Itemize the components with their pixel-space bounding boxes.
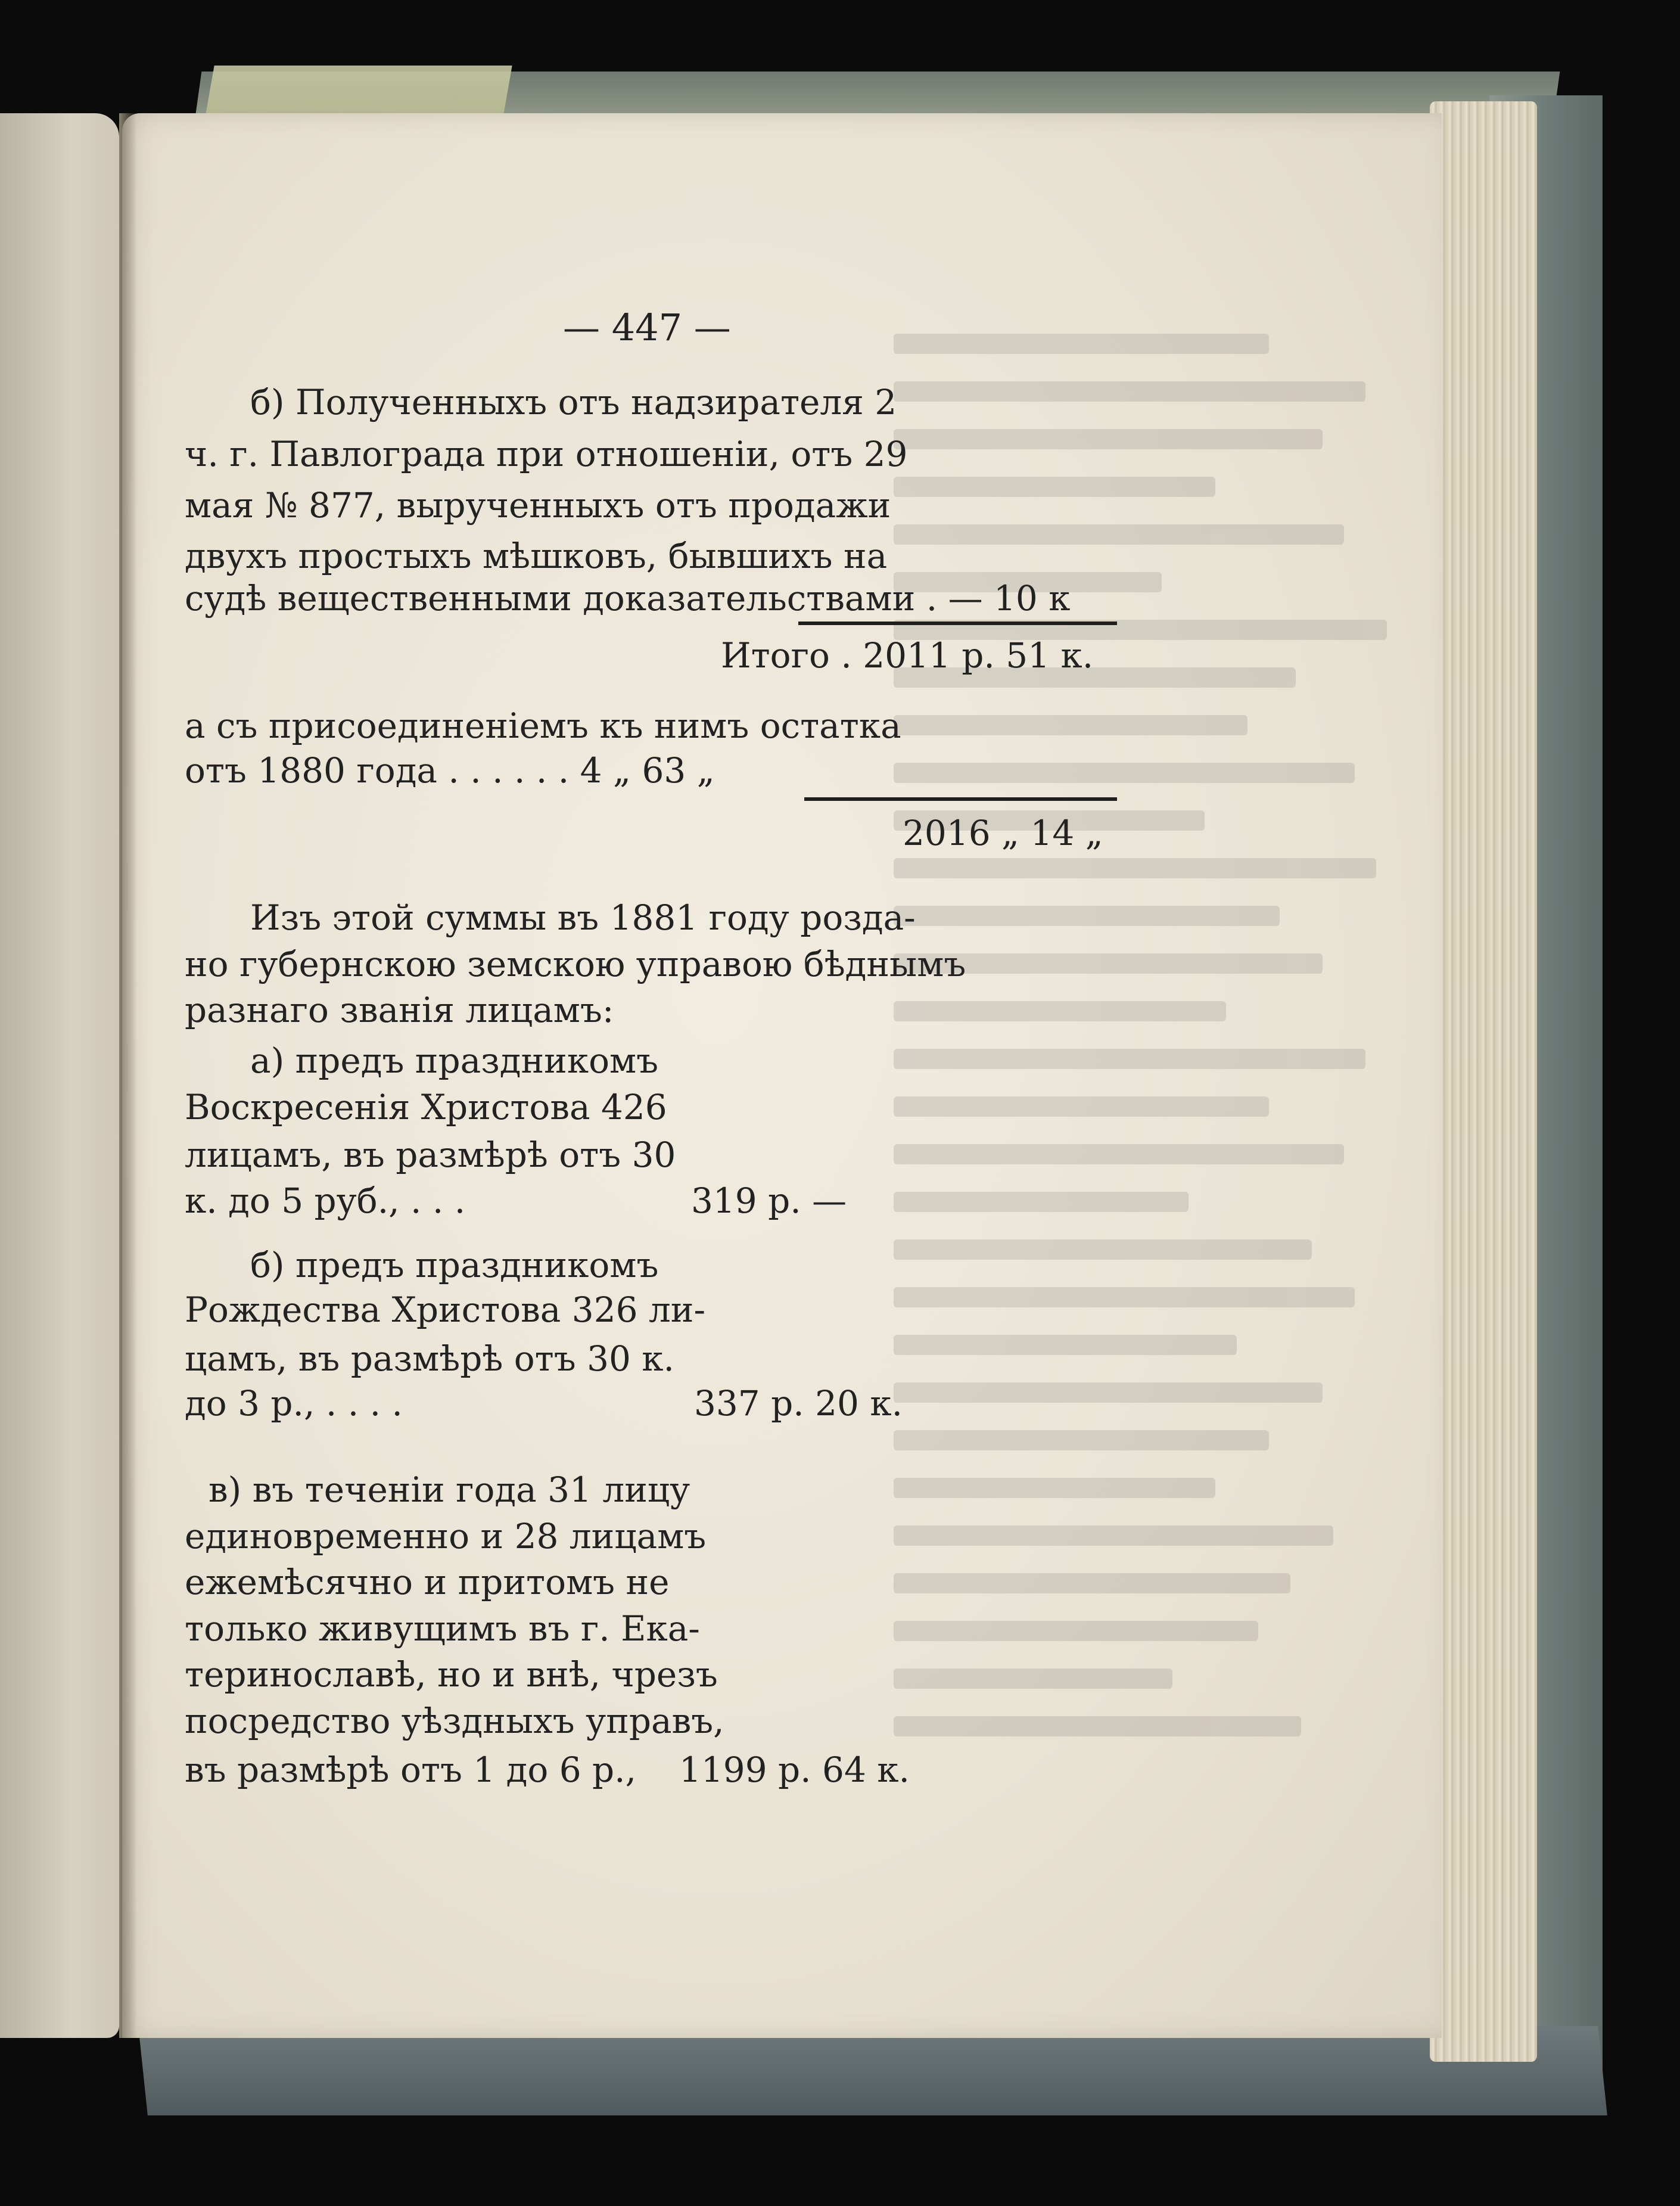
- item-line: посредство уѣздныхъ управъ,: [185, 1701, 724, 1741]
- page-number: — 447 —: [563, 306, 731, 349]
- total-line: 2016 „ 14 „: [903, 813, 1103, 853]
- item-line: в) въ теченіи года 31 лицу: [209, 1469, 690, 1510]
- text-line: но губернскою земскою управою бѣднымъ: [185, 944, 966, 984]
- item-line: только живущимъ въ г. Ека-: [185, 1608, 700, 1649]
- item-line: Рождества Христова 326 ли-: [185, 1290, 706, 1330]
- item-line: а) предъ праздникомъ: [250, 1040, 659, 1081]
- item-line: Воскресенія Христова 426: [185, 1087, 667, 1127]
- item-amount: 1199 р. 64 к.: [679, 1750, 910, 1790]
- itogo-line: Итого . 2011 р. 51 к.: [721, 635, 1094, 676]
- text-line: мая № 877, вырученныхъ отъ продажи: [185, 485, 891, 526]
- item-line: до 3 р., . . . .: [185, 1383, 403, 1424]
- item-line: б) предъ праздникомъ: [250, 1245, 659, 1285]
- left-page-edge: [0, 113, 119, 2038]
- item-line: цамъ, въ размѣрѣ отъ 30 к.: [185, 1338, 674, 1379]
- item-amount: 319 р. —: [691, 1180, 847, 1221]
- item-line: въ размѣрѣ отъ 1 до 6 р.,: [185, 1750, 637, 1790]
- item-line: теринославѣ, но и внѣ, чрезъ: [185, 1654, 718, 1695]
- page-gutter-shadow: [119, 113, 137, 2038]
- item-line: лицамъ, въ размѣрѣ отъ 30: [185, 1135, 676, 1175]
- item-line: к. до 5 руб., . . .: [185, 1180, 466, 1221]
- item-line: единовременно и 28 лицамъ: [185, 1516, 707, 1556]
- text-line: Изъ этой суммы въ 1881 году розда-: [250, 897, 916, 938]
- item-line: ежемѣсячно и притомъ не: [185, 1562, 670, 1602]
- text-line: разнаго званія лицамъ:: [185, 990, 614, 1030]
- text-line: отъ 1880 года . . . . . . 4 „ 63 „: [185, 750, 715, 791]
- book-cover-bottom: [138, 2026, 1607, 2115]
- total-rule: [804, 797, 1117, 801]
- text-line: судѣ вещественными доказательствами . — 10 к: [185, 578, 1071, 619]
- item-amount: 337 р. 20 к.: [694, 1383, 903, 1424]
- text-line: б) Полученныхъ отъ надзирателя 2: [250, 382, 897, 422]
- text-line: а съ присоединеніемъ къ нимъ остатка: [185, 706, 901, 746]
- page-edges: [1430, 101, 1537, 2062]
- text-line: двухъ простыхъ мѣшковъ, бывшихъ на: [185, 536, 888, 576]
- show-through-text: [894, 334, 1430, 1764]
- text-line: ч. г. Павлограда при отношеніи, отъ 29: [185, 434, 908, 474]
- sum-rule: [798, 622, 1117, 625]
